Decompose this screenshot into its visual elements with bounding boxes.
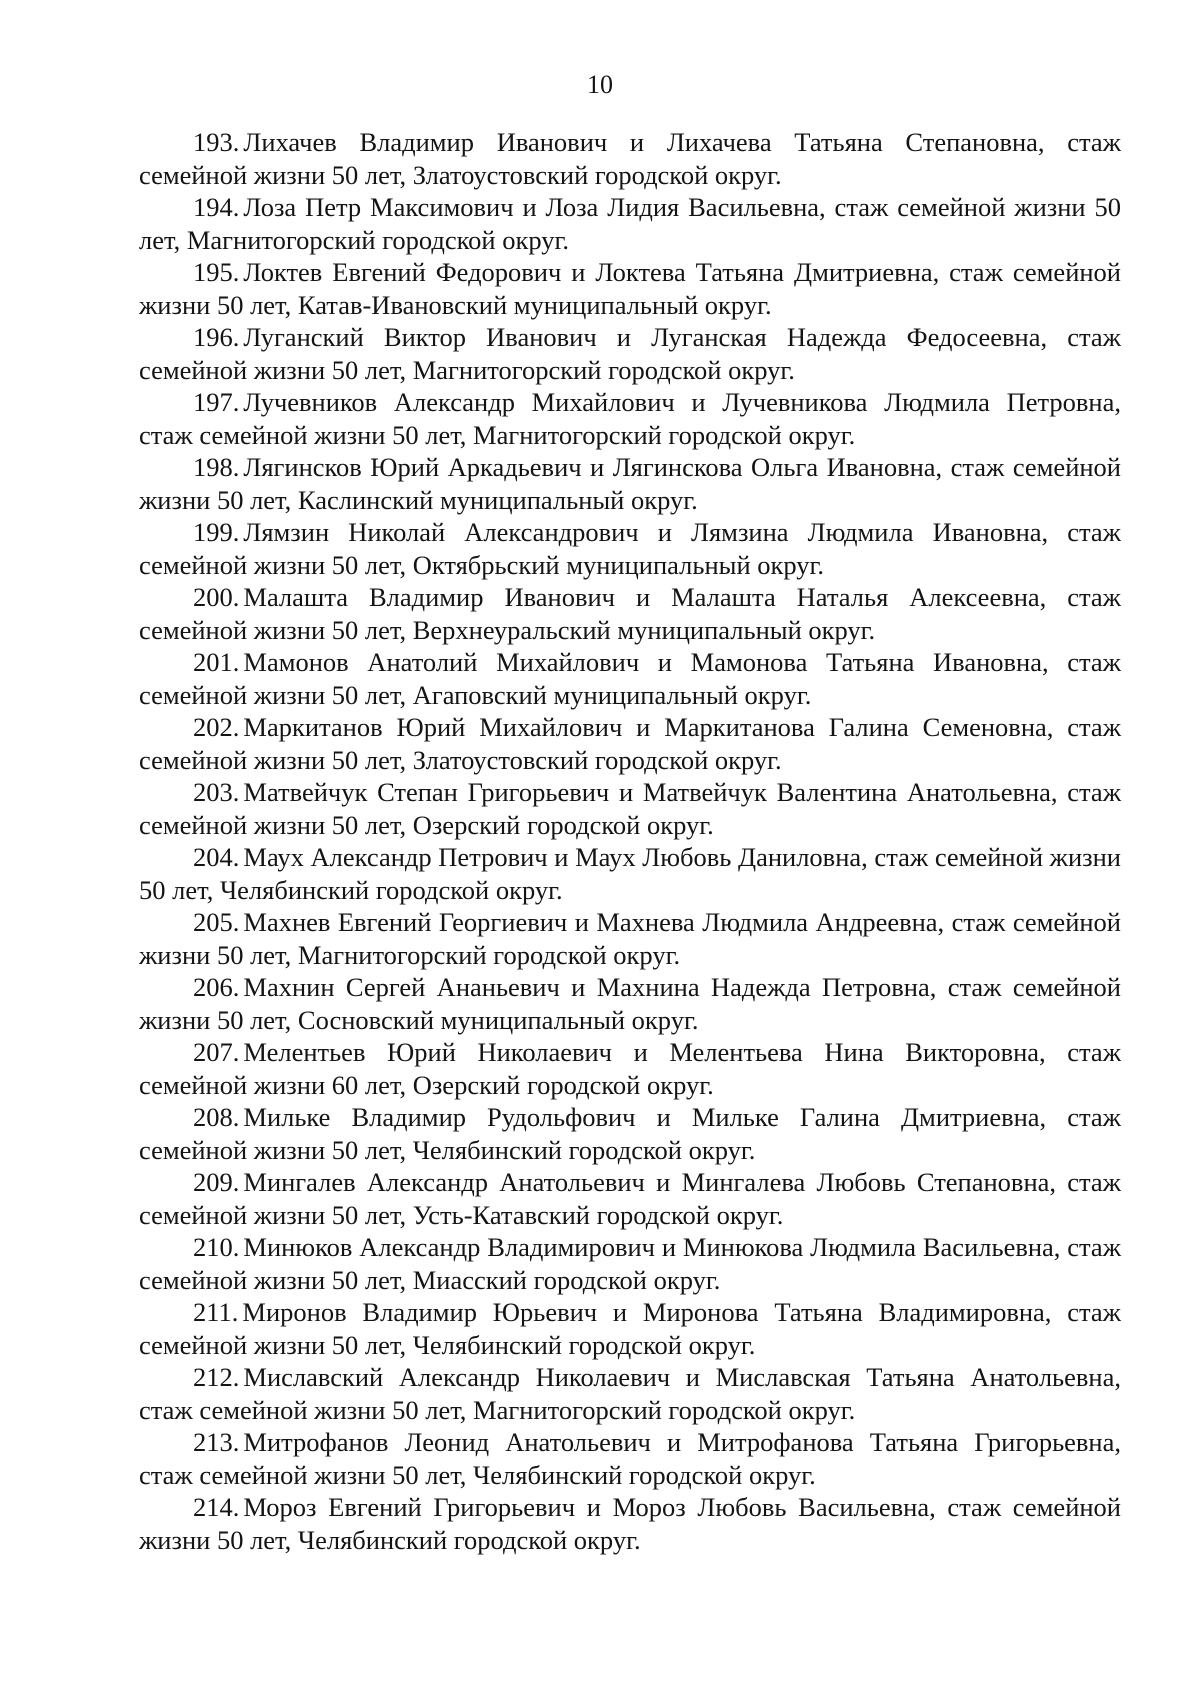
entry-text: Лихачев Владимир Иванович и Лихачева Татьяна Степановна, стаж семейной жизни 50 лет, Златоустовский городской округ.: [139, 127, 1121, 190]
entry-number: 210.: [193, 1232, 240, 1262]
entry-list: [139, 126, 1121, 1556]
entry-number: 197.: [193, 387, 240, 417]
list-item: [139, 841, 1121, 906]
entry-text: Локтев Евгений Федорович и Локтева Татьяна Дмитриевна, стаж семейной жизни 50 лет, Катав-Ивановский муниципальный округ.: [139, 257, 1121, 320]
entry-number: 198.: [193, 452, 240, 482]
entry-text: Лоза Петр Максимович и Лоза Лидия Васильевна, стаж семейной жизни 50 лет, Магнитогорский городской округ.: [139, 192, 1121, 255]
entry-text: Маух Александр Петрович и Маух Любовь Даниловна, стаж семейной жизни 50 лет, Челябинский городской округ.: [139, 842, 1121, 905]
list-item: [139, 1101, 1121, 1166]
list-item: [139, 646, 1121, 711]
entry-text: Малашта Владимир Иванович и Малашта Наталья Алексеевна, стаж семейной жизни 50 лет, Верхнеуральский муниципальный округ.: [139, 582, 1121, 645]
list-item: [139, 711, 1121, 776]
entry-text: Луганский Виктор Иванович и Луганская Надежда Федосеевна, стаж семейной жизни 50 лет, Магнитогорский городской округ.: [139, 322, 1121, 385]
entry-text: Лямзин Николай Александрович и Лямзина Людмила Ивановна, стаж семейной жизни 50 лет, Октябрьский муниципальный округ.: [139, 517, 1121, 580]
entry-text: Миронов Владимир Юрьевич и Миронова Татьяна Владимировна, стаж семейной жизни 50 лет, Челябинский городской округ.: [139, 1297, 1121, 1360]
entry-number: 213.: [193, 1427, 240, 1457]
entry-number: 212.: [193, 1362, 240, 1392]
list-item: [139, 1231, 1121, 1296]
list-item: [139, 386, 1121, 451]
entry-text: Лучевников Александр Михайлович и Лучевникова Людмила Петровна, стаж семейной жизни 50 лет, Магнитогорский городской округ.: [139, 387, 1121, 450]
list-item: [139, 516, 1121, 581]
list-item: [139, 1361, 1121, 1426]
list-item: [139, 1166, 1121, 1231]
entry-number: 209.: [193, 1167, 240, 1197]
list-item: [139, 906, 1121, 971]
entry-number: 206.: [193, 972, 240, 1002]
list-item: [139, 256, 1121, 321]
entry-text: Матвейчук Степан Григорьевич и Матвейчук Валентина Анатольевна, стаж семейной жизни 50 лет, Озерский городской округ.: [139, 777, 1121, 840]
entry-text: Миславский Александр Николаевич и Миславская Татьяна Анатольевна, стаж семейной жизни 50 лет, Магнитогорский городской округ.: [139, 1362, 1121, 1425]
entry-text: Мелентьев Юрий Николаевич и Мелентьева Нина Викторовна, стаж семейной жизни 60 лет, Озерский городской округ.: [139, 1037, 1121, 1100]
entry-text: Мамонов Анатолий Михайлович и Мамонова Татьяна Ивановна, стаж семейной жизни 50 лет, Агаповский муниципальный округ.: [139, 647, 1121, 710]
entry-number: 199.: [193, 517, 240, 547]
entry-number: 214.: [193, 1492, 240, 1522]
list-item: [139, 1296, 1121, 1361]
entry-number: 203.: [193, 777, 240, 807]
list-item: [139, 1426, 1121, 1491]
entry-text: Лягинсков Юрий Аркадьевич и Лягинскова Ольга Ивановна, стаж семейной жизни 50 лет, Каслинский муниципальный округ.: [139, 452, 1121, 515]
entry-number: 211.: [193, 1297, 239, 1327]
entry-number: 205.: [193, 907, 240, 937]
list-item: [139, 1036, 1121, 1101]
entry-number: 202.: [193, 712, 240, 742]
entry-number: 194.: [193, 192, 240, 222]
list-item: [139, 191, 1121, 256]
entry-number: 207.: [193, 1037, 240, 1067]
list-item: [139, 1491, 1121, 1556]
entry-text: Мороз Евгений Григорьевич и Мороз Любовь Васильевна, стаж семейной жизни 50 лет, Челябинский городской округ.: [139, 1492, 1121, 1555]
entry-number: 200.: [193, 582, 240, 612]
entry-number: 193.: [193, 127, 240, 157]
entry-text: Махнев Евгений Георгиевич и Махнева Людмила Андреевна, стаж семейной жизни 50 лет, Магнитогорский городской округ.: [139, 907, 1121, 970]
list-item: [139, 776, 1121, 841]
list-item: [139, 126, 1121, 191]
entry-number: 208.: [193, 1102, 240, 1132]
entry-number: 204.: [193, 842, 240, 872]
list-item: [139, 581, 1121, 646]
entry-text: Минюков Александр Владимирович и Минюкова Людмила Васильевна, стаж семейной жизни 50 лет, Миасский городской округ.: [139, 1232, 1121, 1295]
list-item: [139, 321, 1121, 386]
entry-text: Митрофанов Леонид Анатольевич и Митрофанова Татьяна Григорьевна, стаж семейной жизни 50 лет, Челябинский городской округ.: [139, 1427, 1121, 1490]
list-item: [139, 971, 1121, 1036]
entry-number: 201.: [193, 647, 240, 677]
entry-text: Мильке Владимир Рудольфович и Мильке Галина Дмитриевна, стаж семейной жизни 50 лет, Челябинский городской округ.: [139, 1102, 1121, 1165]
entry-number: 195.: [193, 257, 240, 287]
list-item: [139, 451, 1121, 516]
entry-number: 196.: [193, 322, 240, 352]
entry-text: Мингалев Александр Анатольевич и Мингалева Любовь Степановна, стаж семейной жизни 50 лет, Усть-Катавский городской округ.: [139, 1167, 1121, 1230]
entry-text: Махнин Сергей Ананьевич и Махнина Надежда Петровна, стаж семейной жизни 50 лет, Сосновский муниципальный округ.: [139, 972, 1121, 1035]
entry-text: Маркитанов Юрий Михайлович и Маркитанова Галина Семеновна, стаж семейной жизни 50 лет, Златоустовский городской округ.: [139, 712, 1121, 775]
page-number: 10: [587, 70, 613, 99]
